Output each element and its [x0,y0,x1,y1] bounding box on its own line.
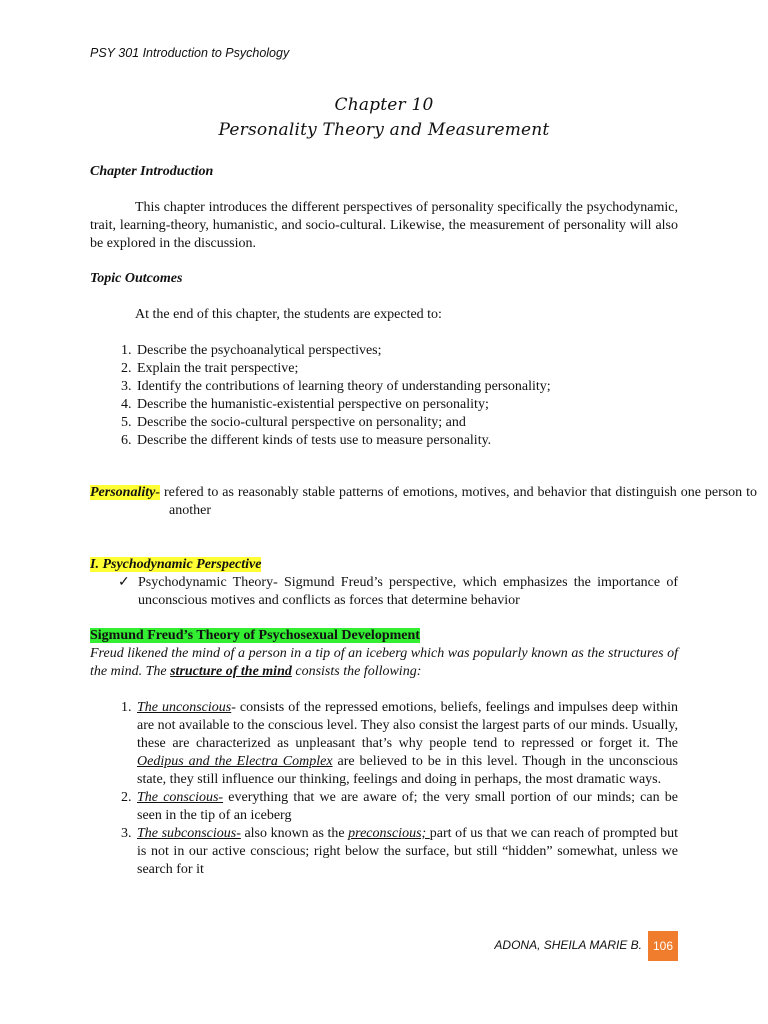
freud-heading: Sigmund Freud’s Theory of Psychosexual Development [90,628,420,643]
author-name: ADONA, SHEILA MARIE B. [494,938,642,952]
mind-structure-list [90,699,678,879]
outcomes-heading: Topic Outcomes [90,271,183,286]
outcome-item: 3. Identify the contributions of learning theory of understanding personality; [135,378,678,396]
section-1-heading-row [90,556,678,574]
checkmark-icon: ✓ [118,575,130,590]
outcomes-lead: At the end of this chapter, the students are expected to: [135,307,442,322]
outcomes-list-container [90,342,678,450]
outcome-item: 2. Explain the trait perspective; [135,360,678,378]
item-term-2: preconscious; [348,826,430,841]
section-1-heading: I. Psychodynamic Perspective [90,557,262,572]
intro-heading: Chapter Introduction [90,164,214,179]
page-number: 106 [648,931,678,961]
chapter-introduction-heading [90,163,678,181]
freud-heading-row [90,627,678,645]
term-text: Personality [90,485,156,500]
personality-term [90,485,160,500]
mind-item-subconscious [135,825,678,879]
checklist-text: Psychodynamic Theory- Sigmund Freud’s perspective, which emphasizes the importance of unconscious motives and conflicts as forces that determine behavior [138,575,678,608]
term-dash: - [155,485,161,500]
outcome-item: 4. Describe the humanistic-existential perspective on personality; [135,396,678,414]
freud-intro-a: Freud likened the mind of a person in a tip of an iceberg which was popularly known as the structures of the mind. The [90,646,678,679]
checklist [90,574,678,610]
freud-intro-c: consists the following: [291,664,422,679]
outcome-item: 6. Describe the different kinds of tests use to measure personality. [135,432,678,450]
definition-text: refered to as reasonably stable patterns of emotions, motives, and behavior that distinguish one person to another [160,485,757,518]
chapter-number: Chapter 10 [334,95,434,115]
freud-intro [90,645,678,681]
item-text: everything that we are aware of; the very small portion of our minds; can be seen in the tip of an iceberg [137,790,678,823]
personality-definition [90,484,757,520]
mind-item-unconscious [135,699,678,789]
item-text: also known as the [240,826,349,841]
outcome-item: 1. Describe the psychoanalytical perspectives; [135,342,678,360]
item-term: The conscious- [137,790,224,805]
intro-paragraph: This chapter introduces the different perspectives of personality specifically the psychodynamic, trait, learning-theory, humanistic, and socio-cultural. Likewise, the measurement of personality will also be explored in the discussion. [90,200,678,251]
item-text-2: part of us that we can reach of prompted but is not in our active conscious; right below the surface, but still “hidden” somewhat, unless we search for it [137,826,678,877]
section-1-checklist [90,574,678,610]
chapter-title: Personality Theory and Measurement [218,120,550,140]
outcome-item: 5. Describe the socio-cultural perspective on personality; and [135,414,678,432]
topic-outcomes-heading [90,270,678,288]
mind-structure-list-container [90,699,678,879]
checklist-item [118,574,678,610]
item-text-2: are believed to be in this level. Though in the unconscious state, they still influence our thinking, feelings and doing in perhaps, the most dramatic ways. [137,754,678,787]
course-header: PSY 301 Introduction to Psychology [90,46,290,60]
item-term: The unconscious [137,700,232,715]
mind-item-conscious [135,789,678,825]
item-term-2: Oedipus and the Electra Complex [137,754,333,769]
outcomes-list [90,342,678,450]
item-term: The subconscious- [137,826,241,841]
structure-of-mind-term: structure of the mind [170,664,292,679]
item-text: - consists of the repressed emotions, beliefs, feelings and impulses deep within are not available to the conscious level. They also consist the largest parts of our minds. Usually, these are characterized as unpleasant that’s why people tend to repressed or forget it. The [137,700,678,751]
